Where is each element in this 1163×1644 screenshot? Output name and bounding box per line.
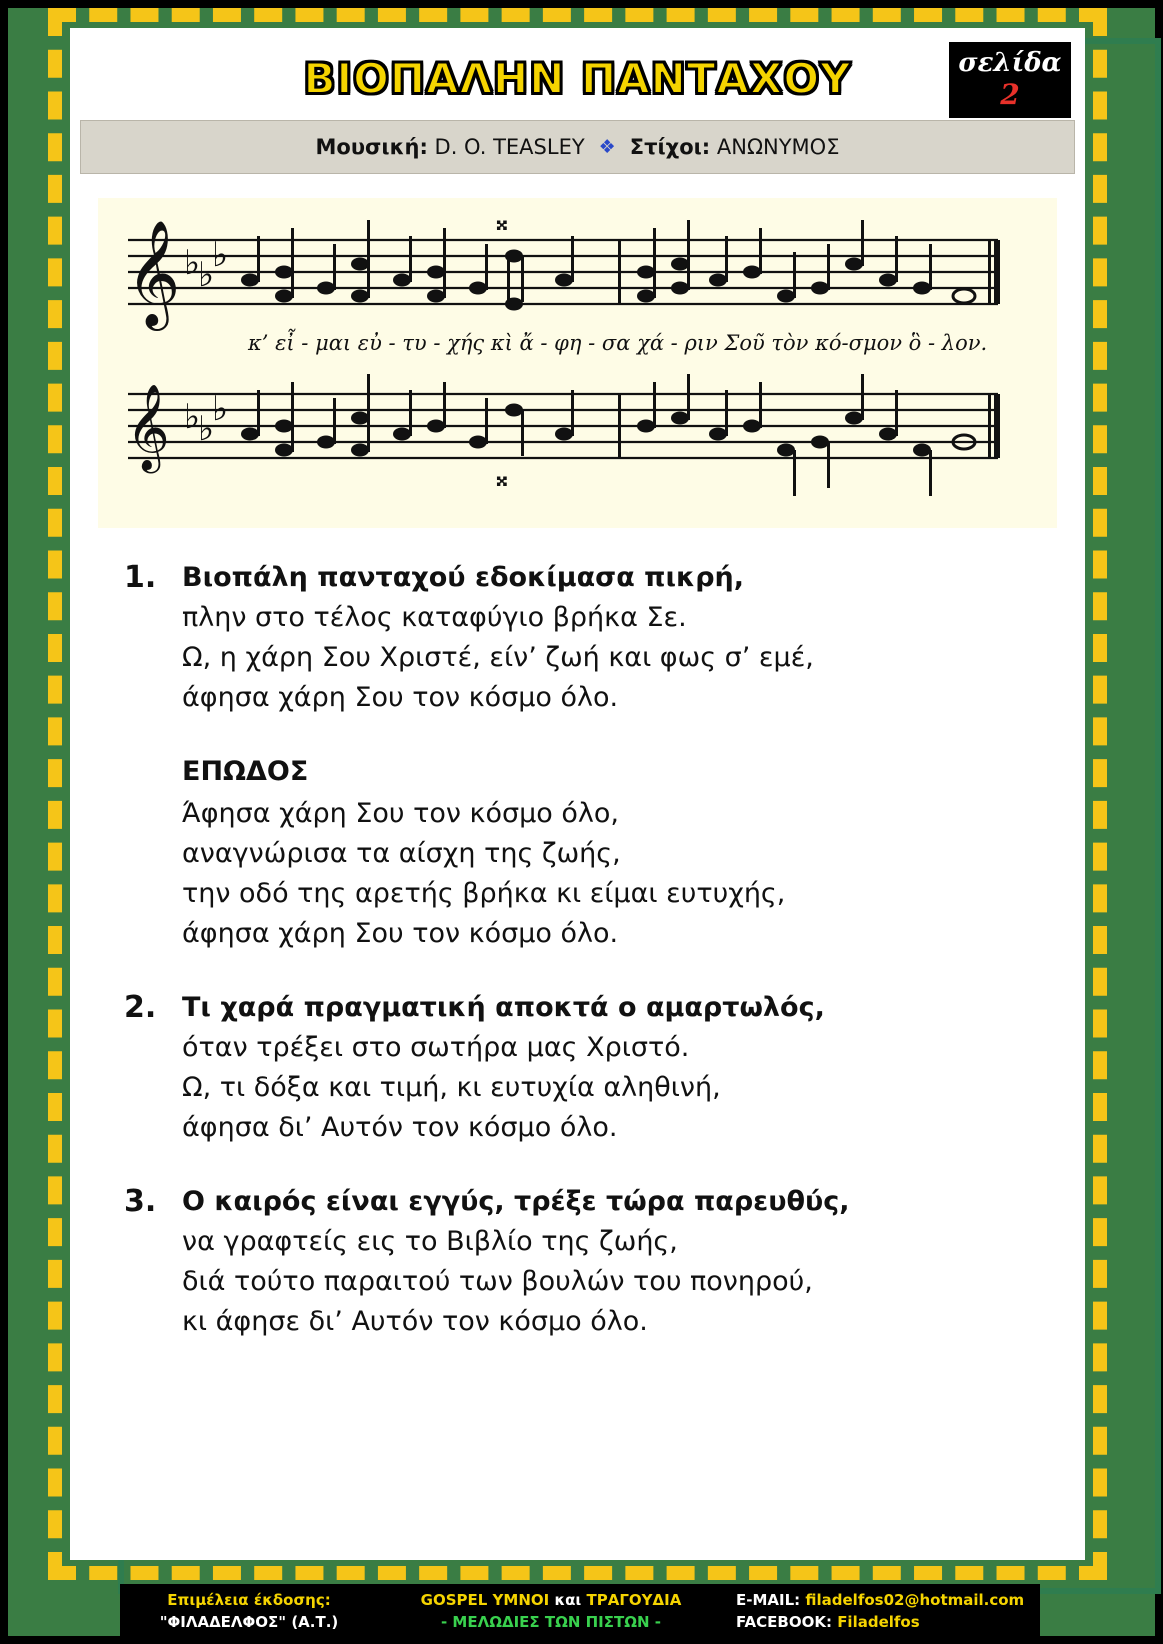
page-badge-word: σελίδα	[958, 48, 1062, 78]
lyrics-credit	[630, 135, 840, 159]
diamond-icon: ❖	[598, 136, 616, 158]
credits-bar	[80, 120, 1075, 174]
svg-text:♭: ♭	[212, 389, 229, 429]
verse-line: άφησα δι’ Αυτόν τον κόσμο όλο.	[182, 1112, 618, 1143]
music-score	[98, 198, 1057, 528]
page-badge-number: 2	[1000, 78, 1020, 111]
lyrics-section	[116, 558, 1039, 1342]
chorus-line: Άφησα χάρη Σου τον κόσμο όλο,	[182, 798, 619, 829]
footer-facebook-value[interactable]: Filadelfos	[837, 1613, 920, 1631]
verse-line: να γραφτείς εις το Βιβλίο της ζωής,	[182, 1226, 678, 1257]
footer-email-label: E-MAIL:	[736, 1591, 801, 1609]
footer-pub-a: GOSPEL ΥΜΝΟΙ	[420, 1591, 550, 1609]
content-sheet	[70, 28, 1085, 1560]
verse-line: Ω, τι δόξα και τιμή, κι ευτυχία αληθινή,	[182, 1072, 721, 1103]
page-title: ΒΙΟΠΑΛΗΝ ΠΑΝΤΑΧΟΥ	[303, 54, 852, 103]
chorus-line: αναγνώρισα τα αίσχη της ζωής,	[182, 838, 621, 869]
verse-line: Ω, η χάρη Σου Χριστέ, είν’ ζωή και φως σ’ εμέ,	[182, 642, 814, 673]
lyrics-label: Στίχοι:	[629, 135, 711, 159]
footer-email-row	[736, 1589, 1032, 1611]
verse-1	[116, 558, 1039, 718]
verse-line: κι άφησε δι’ Αυτόν τον κόσμο όλο.	[182, 1306, 648, 1337]
svg-text:♭: ♭	[198, 409, 215, 449]
verse-line: όταν τρέξει στο σωτήρα μας Χριστό.	[182, 1032, 690, 1063]
svg-text:𝄞: 𝄞	[126, 384, 170, 470]
chorus-title: ΕΠΩΔΟΣ	[182, 756, 309, 787]
footer-publication-subtitle: - ΜΕΛΩΔΙΕΣ ΤΩΝ ΠΙΣΤΩΝ -	[440, 1613, 661, 1631]
svg-text:♭: ♭	[212, 235, 229, 275]
verse-number: 1.	[124, 560, 157, 595]
score-notation	[98, 198, 1057, 528]
music-value: D. O. TEASLEY	[434, 135, 585, 159]
verse-line: Βιοπάλη πανταχού εδοκίμασα πικρή,	[182, 562, 745, 593]
verse-number: 3.	[124, 1184, 157, 1219]
svg-text:♭: ♭	[184, 243, 201, 283]
chorus-block	[182, 752, 1039, 954]
footer-publication-title	[382, 1589, 720, 1611]
chorus-line: την οδό της αρετής βρήκα κι είμαι ευτυχής,	[182, 878, 786, 909]
verse-line: άφησα χάρη Σου τον κόσμο όλο.	[182, 682, 619, 713]
page-number-badge	[949, 42, 1071, 118]
chorus-line: άφησα χάρη Σου τον κόσμο όλο.	[182, 918, 619, 949]
music-credit	[316, 135, 585, 159]
footer-pub-c: ΤΡΑΓΟΥΔΙΑ	[586, 1591, 682, 1609]
footer-editor-name: "ΦΙΛΑΔΕΛΦΟΣ" (Α.Τ.)	[159, 1613, 339, 1631]
svg-text:𝄪: 𝄪	[496, 207, 508, 237]
footer-pub-b: και	[554, 1591, 582, 1609]
music-label: Μουσική:	[315, 135, 428, 159]
verse-2	[116, 988, 1039, 1148]
footer-bar	[120, 1584, 1040, 1638]
footer-editor-label: Επιμέλεια έκδοσης:	[167, 1591, 331, 1609]
verse-number: 2.	[124, 990, 157, 1025]
verse-line: Τι χαρά πραγματική αποκτά ο αμαρτωλός,	[182, 992, 825, 1023]
footer-facebook-label: FACEBOOK:	[736, 1613, 832, 1631]
footer-email-value[interactable]: filadelfos02@hotmail.com	[805, 1591, 1025, 1609]
footer-contact	[726, 1586, 1038, 1636]
verse-line: διά τούτο παραιτού των βουλών του πονηρού,	[182, 1266, 813, 1297]
lyrics-value: ΑΝΩΝΥΜΟΣ	[716, 135, 840, 159]
verse-line: Ο καιρός είναι εγγύς, τρέξε τώρα παρευθύς,	[182, 1186, 850, 1217]
footer-editor	[122, 1586, 376, 1636]
svg-text:♭: ♭	[198, 255, 215, 295]
svg-text:♭: ♭	[184, 397, 201, 437]
verse-line: πλην στο τέλος καταφύγιο βρήκα Σε.	[182, 602, 687, 633]
title-bar	[70, 28, 1085, 120]
score-underlay-text: κ’ εἶ - μαι εὐ - τυ - χής κὶ ἄ - φη - σα χά - ριν Σοῦ τὸν κό-σμον ὃ - λον.	[248, 331, 988, 355]
verse-3	[116, 1182, 1039, 1342]
svg-text:𝄞: 𝄞	[126, 219, 181, 326]
footer-publication	[376, 1586, 726, 1636]
footer-facebook-row	[736, 1611, 1032, 1633]
svg-text:𝄪: 𝄪	[496, 463, 508, 493]
